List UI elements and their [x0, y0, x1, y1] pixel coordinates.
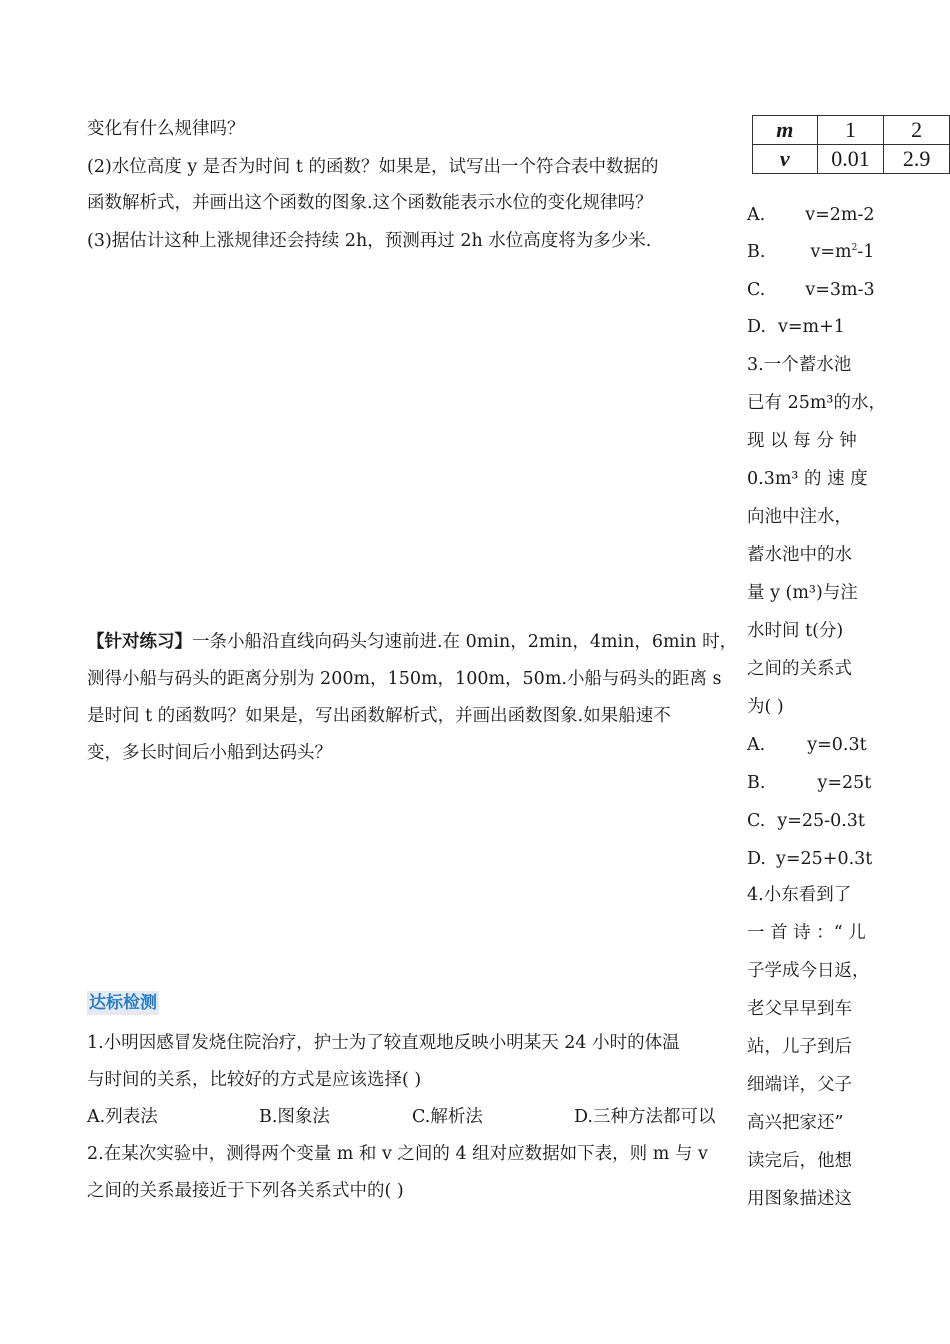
q2-option-a	[747, 203, 875, 227]
option-label: D.	[747, 317, 766, 337]
option-label: A.	[747, 735, 766, 755]
option-expr: v=m+1	[777, 317, 845, 337]
q4-line: 4.小东看到了	[747, 885, 852, 905]
table-cell: 2.9	[884, 145, 950, 174]
practice-label: 【针对练习】	[87, 632, 192, 652]
option-exponent: 2	[851, 243, 858, 253]
q3-option-b	[747, 771, 871, 795]
q4-line: 一 首 诗 ：“ 儿	[747, 923, 866, 943]
q3-line: 水时间 t(分)	[747, 621, 844, 641]
q1-option-d: D.三种方法都可以	[574, 1107, 716, 1127]
q2-option-c	[747, 278, 875, 302]
q3-line: 为( )	[747, 697, 784, 717]
q1-option-a: A.列表法	[87, 1107, 158, 1127]
prev-question-line: 变化有什么规律吗？	[87, 119, 245, 139]
table-cell: 0.01	[817, 145, 884, 174]
q3-option-d	[747, 847, 872, 871]
option-expr: y=25+0.3t	[775, 849, 873, 869]
q2-line-1: 2.在某次实验中，测得两个变量 m 和 v 之间的 4 组对应数据如下表，则 m 与 v	[87, 1144, 708, 1164]
q3-line: 向池中注水，	[747, 507, 852, 527]
option-label: B.	[747, 773, 766, 793]
q4-line: 子学成今日返，	[747, 961, 870, 981]
option-expr: v=2m-2	[805, 205, 875, 225]
q1-line-2: 与时间的关系，比较好的方式是应该选择( )	[87, 1070, 422, 1090]
q3-line: 已有 25m³的水，	[747, 393, 886, 413]
table-row-v	[753, 145, 950, 174]
option-expr-tail: -1	[857, 242, 875, 262]
practice-line-1	[87, 630, 737, 654]
data-table	[752, 115, 950, 174]
q3-line: 蓄水池中的水	[747, 545, 852, 565]
option-label: C.	[747, 280, 766, 300]
q4-line: 老父早早到车	[747, 999, 852, 1019]
q2-option-b	[747, 240, 874, 264]
q3-line: 之间的关系式	[747, 659, 852, 679]
prev-question-part2-cont: 函数解析式，并画出这个函数的图象.这个函数能表示水位的变化规律吗？	[87, 193, 653, 213]
q4-line: 站，儿子到后	[747, 1037, 852, 1057]
q1-option-b: B.图象法	[259, 1107, 330, 1127]
practice-text: 一条小船沿直线向码头匀速前进.在 0min，2min，4min，6min 时，	[192, 632, 738, 652]
prev-question-part3: (3)据估计这种上涨规律还会持续 2h，预测再过 2h 水位高度将为多少米.	[87, 231, 652, 251]
option-expr: y=25-0.3t	[777, 811, 865, 831]
practice-line-4: 变，多长时间后小船到达码头？	[87, 743, 332, 763]
option-label: C.	[747, 811, 766, 831]
q4-line: 高兴把家还”	[747, 1113, 844, 1133]
table-cell: 1	[817, 116, 884, 145]
practice-line-3: 是时间 t 的函数吗？如果是，写出函数解析式，并画出函数图象.如果船速不	[87, 706, 671, 726]
option-label: B.	[747, 242, 766, 262]
q4-line: 细端详，父子	[747, 1075, 852, 1095]
q1-line-1: 1.小明因感冒发烧住院治疗，护士为了较直观地反映小明某天 24 小时的体温	[87, 1033, 680, 1053]
q2-option-d	[747, 315, 845, 339]
q3-line: 量 y (m³)与注	[747, 583, 858, 603]
q3-option-a	[747, 733, 867, 757]
table-row-m	[753, 116, 950, 145]
practice-line-2: 测得小船与码头的距离分别为 200m，150m，100m，50m.小船与码头的距离 s	[87, 669, 722, 689]
q3-line: 0.3m³ 的 速 度	[747, 469, 868, 489]
q3-line: 3.一个蓄水池	[747, 355, 852, 375]
section-title: 达标检测	[89, 993, 157, 1013]
option-expr: v=m	[810, 242, 852, 262]
prev-question-part2: (2)水位高度 y 是否为时间 t 的函数？如果是，试写出一个符合表中数据的	[87, 157, 659, 177]
option-expr: y=0.3t	[807, 735, 867, 755]
option-label: D.	[747, 849, 766, 869]
option-expr: v=3m-3	[805, 280, 875, 300]
table-header-v: v	[753, 145, 818, 174]
q4-line: 读完后，他想	[747, 1151, 852, 1171]
table-cell: 2	[884, 116, 950, 145]
option-label: A.	[747, 205, 766, 225]
option-expr: y=25t	[817, 773, 872, 793]
q1-option-c: C.解析法	[412, 1107, 483, 1127]
q2-line-2: 之间的关系最接近于下列各关系式中的( )	[87, 1181, 404, 1201]
q3-option-c	[747, 809, 865, 833]
table-header-m: m	[753, 116, 818, 145]
q3-line: 现 以 每 分 钟	[747, 431, 857, 451]
q4-line: 用图象描述这	[747, 1189, 852, 1209]
